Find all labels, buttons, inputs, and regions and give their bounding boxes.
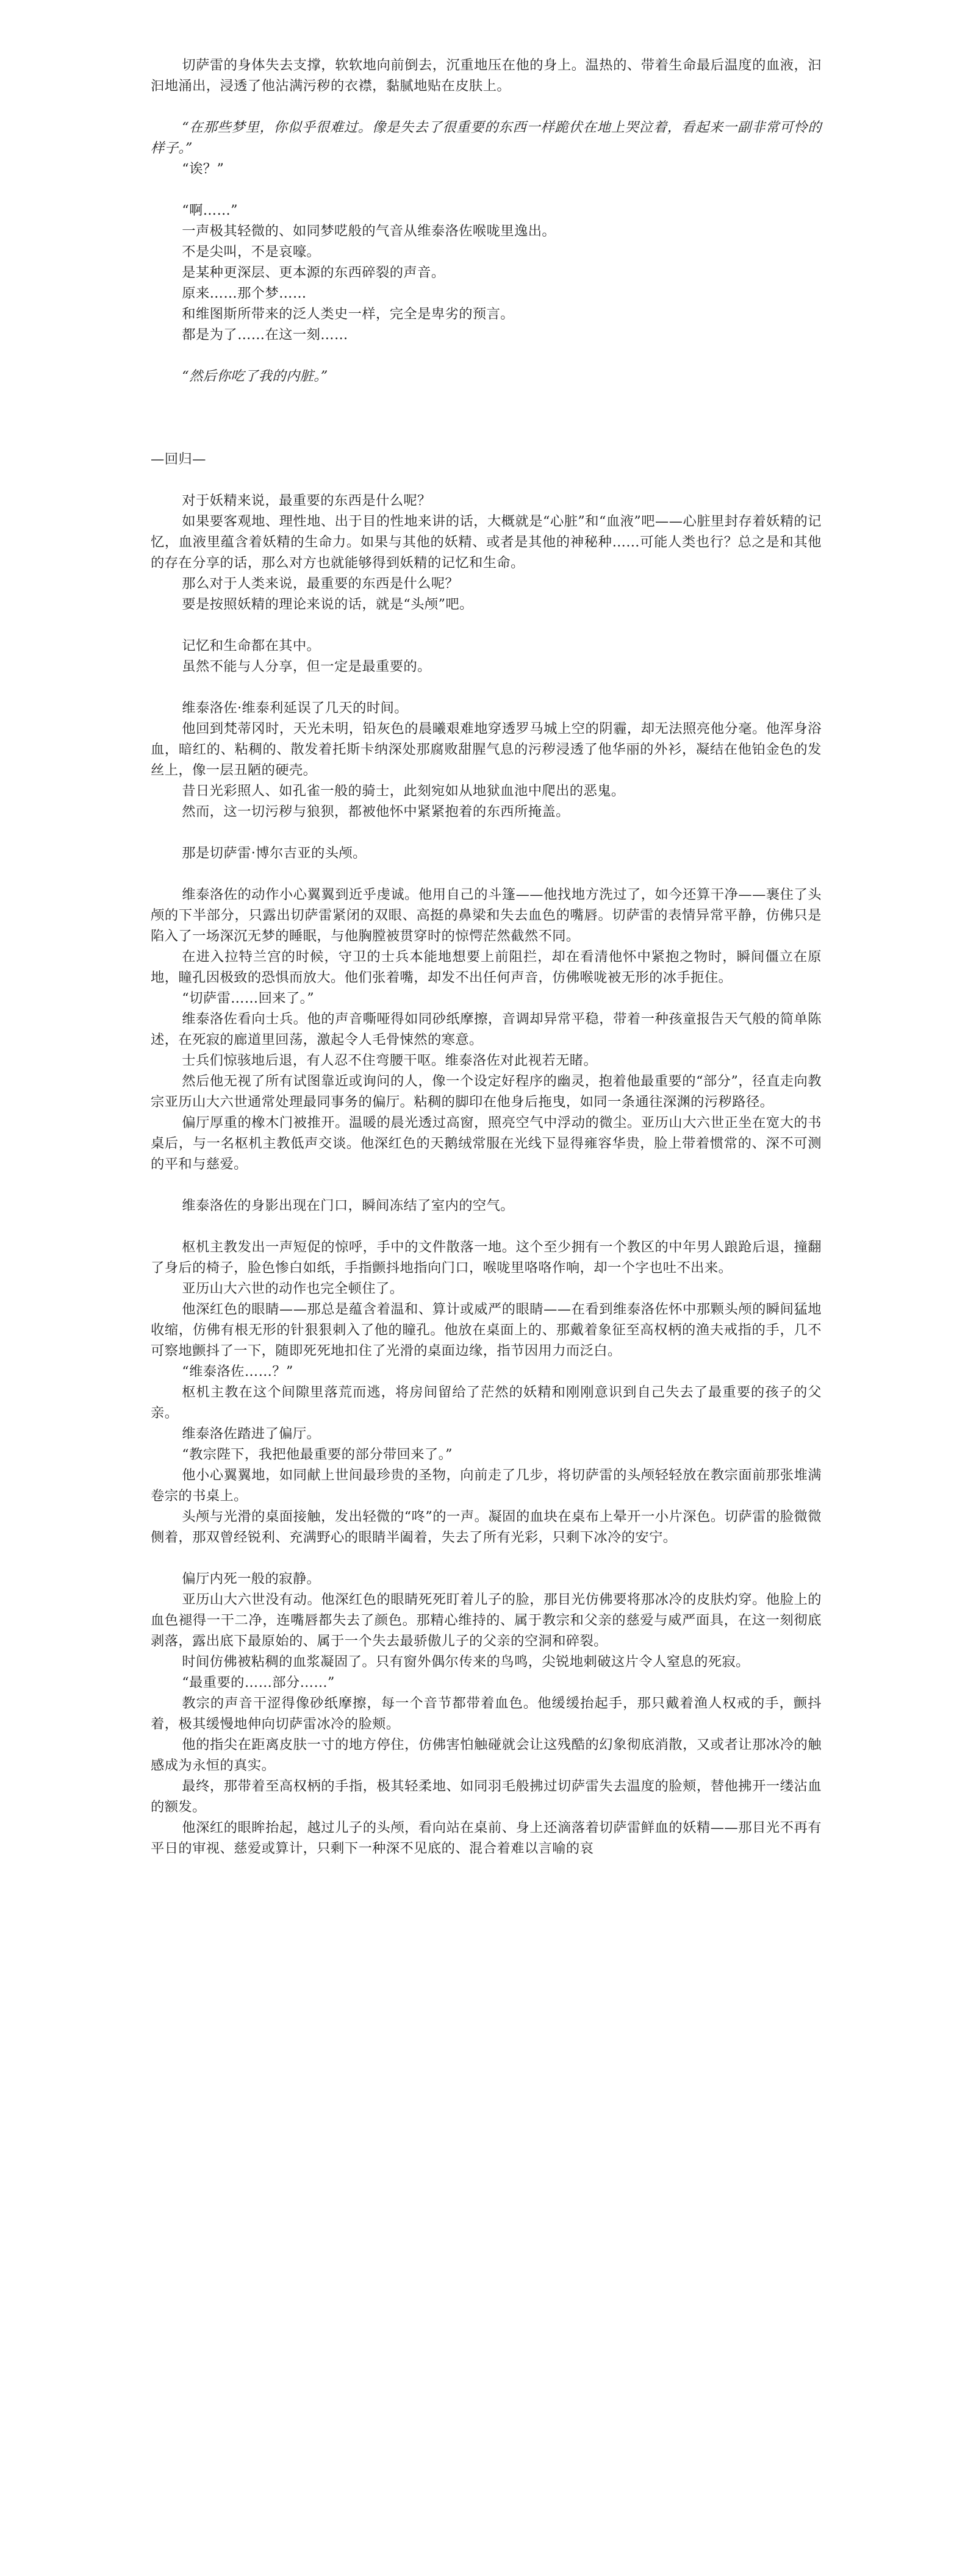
paragraph: “在那些梦里，你似乎很难过。像是失去了很重要的东西一样跪伏在地上哭泣着，看起来一副非常可怜的样子。” [151, 120, 822, 156]
paragraph: 士兵们惊骇地后退，有人忍不住弯腰干呕。维泰洛佐对此视若无睹。 [182, 1053, 598, 1068]
paragraph: 维泰洛佐踏进了偏厅。 [182, 1426, 321, 1442]
paragraph: 然后他无视了所有试图靠近或询问的人，像一个设定好程序的幽灵，抱着他最重要的“部分”，径直走向教宗亚历山大六世通常处理最同事务的偏厅。粘稠的脚印在他身后拖曳，如同一条通往深渊的污秽路径。 [151, 1073, 822, 1110]
blank-line [151, 1548, 822, 1569]
paragraph: 在进入拉特兰宫的时候，守卫的士兵本能地想要上前阻拦，却在看清他怀中紧抱之物时，瞬间僵立在原地，瞳孔因极致的恐惧而放大。他们张着嘴，却发不出任何声音，仿佛喉咙被无形的冰手扼住。 [151, 949, 822, 986]
section-heading: —回归— [151, 451, 206, 467]
blank-line [151, 345, 822, 366]
blank-line [151, 407, 822, 428]
paragraph: 维泰洛佐的身影出现在门口，瞬间冻结了室内的空气。 [182, 1198, 515, 1214]
paragraph: 原来……那个梦…… [182, 285, 307, 301]
paragraph: 是某种更深层、更本源的东西碎裂的声音。 [182, 265, 445, 281]
paragraph: “啊……” [182, 202, 238, 218]
paragraph: 他深红的眼眸抬起，越过儿子的头颅，看向站在桌前、身上还滴落着切萨雷鲜血的妖精——那目光不再有平日的审视、慈爱或算计，只剩下一种深不见底的、混合着难以言喻的哀 [151, 1820, 822, 1856]
paragraph: “教宗陛下，我把他最重要的部分带回来了。” [182, 1447, 453, 1462]
paragraph: 如果要客观地、理性地、出于目的性地来讲的话，大概就是“心脏”和“血液”吧——心脏里封存着妖精的记忆，血液里蕴含着妖精的生命力。如果与其他的妖精、或者是其他的神秘种……可能人类也行？总之是和其他的存在分享的话，那么对方也就能够得到妖精的记忆和生命。 [151, 513, 822, 571]
paragraph: 最终，那带着至高权柄的手指，极其轻柔地、如同羽毛般拂过切萨雷失去温度的脸颊，替他拂开一缕沾血的额发。 [151, 1778, 822, 1815]
paragraph: 亚历山大六世没有动。他深红色的眼睛死死盯着儿子的脸，那目光仿佛要将那冰冷的皮肤灼穿。他脸上的血色褪得一干二净，连嘴唇都失去了颜色。那精心维持的、属于教宗和父亲的慈爱与威严面具，在这一刻彻底剥落，露出底下最原始的、属于一个失去最骄傲儿子的父亲的空洞和碎裂。 [151, 1592, 822, 1649]
paragraph: 昔日光彩照人、如孔雀一般的骑士，此刻宛如从地狱血池中爬出的恶鬼。 [182, 783, 625, 799]
paragraph: 他的指尖在距离皮肤一寸的地方停住，仿佛害怕触碰就会让这残酷的幻象彻底消散，又或者让那冰冷的触感成为永恒的真实。 [151, 1737, 822, 1773]
paragraph: 维泰洛佐·维泰利延误了几天的时间。 [182, 700, 408, 716]
paragraph: 亚历山大六世的动作也完全顿住了。 [182, 1281, 404, 1297]
blank-line [151, 1175, 822, 1195]
document-body [151, 55, 822, 1859]
blank-line [151, 864, 822, 884]
paragraph: 虽然不能与人分享，但一定是最重要的。 [182, 659, 431, 674]
blank-line [151, 1216, 822, 1237]
paragraph: “维泰洛佐……？” [182, 1364, 293, 1379]
paragraph: 教宗的声音干涩得像砂纸摩擦，每一个音节都带着血色。他缓缓抬起手，那只戴着渔人权戒的手，颤抖着，极其缓慢地伸向切萨雷冰冷的脸颊。 [151, 1695, 822, 1732]
paragraph: 偏厅内死一般的寂静。 [182, 1571, 321, 1587]
paragraph: 对于妖精来说，最重要的东西是什么呢？ [182, 493, 431, 509]
paragraph: 不是尖叫，不是哀嚎。 [182, 244, 321, 260]
paragraph: 一声极其轻微的、如同梦呓般的气音从维泰洛佐喉咙里逸出。 [182, 223, 556, 239]
blank-line [151, 470, 822, 490]
blank-line [151, 615, 822, 635]
paragraph: 枢机主教发出一声短促的惊呼，手中的文件散落一地。这个至少拥有一个教区的中年男人踉跄后退，撞翻了身后的椅子，脸色惨白如纸，手指颤抖地指向门口，喉咙里咯咯作响，却一个字也吐不出来。 [151, 1239, 822, 1276]
paragraph: 都是为了……在这一刻…… [182, 327, 348, 343]
paragraph: 时间仿佛被粘稠的血浆凝固了。只有窗外偶尔传来的鸟鸣，尖锐地刺破这片令人窒息的死寂。 [182, 1654, 750, 1670]
paragraph: “最重要的……部分……” [182, 1675, 335, 1690]
paragraph: “然后你吃了我的内脏。” [182, 368, 328, 384]
paragraph: 他小心翼翼地，如同献上世间最珍贵的圣物，向前走了几步，将切萨雷的头颅轻轻放在教宗面前那张堆满卷宗的书桌上。 [151, 1467, 822, 1504]
blank-line [151, 428, 822, 449]
paragraph: 头颅与光滑的桌面接触，发出轻微的“咚”的一声。凝固的血块在桌布上晕开一小片深色。切萨雷的脸微微侧着，那双曾经锐利、充满野心的眼睛半阖着，失去了所有光彩，只剩下冰冷的安宁。 [151, 1509, 822, 1545]
blank-line [151, 677, 822, 698]
paragraph: 那么对于人类来说，最重要的东西是什么呢？ [182, 576, 459, 592]
blank-line [151, 96, 822, 117]
paragraph: 记忆和生命都在其中。 [182, 638, 321, 654]
paragraph: 维泰洛佐的动作小心翼翼到近乎虔诚。他用自己的斗篷——他找地方洗过了，如今还算干净——裹住了头颅的下半部分，只露出切萨雷紧闭的双眼、高挺的鼻梁和失去血色的嘴唇。切萨雷的表情异常平静，仿佛只是陷入了一场深沉无梦的睡眠，与他胸膛被贯穿时的惊愕茫然截然不同。 [151, 887, 822, 944]
paragraph: “诶？” [182, 161, 224, 177]
paragraph: 他回到梵蒂冈时，天光未明，铅灰色的晨曦艰难地穿透罗马城上空的阴霾，却无法照亮他分毫。他浑身浴血，暗红的、粘稠的、散发着托斯卡纳深处那腐败甜腥气息的污秽浸透了他华丽的外衫，凝结在他铂金色的发丝上，像一层丑陋的硬壳。 [151, 721, 822, 778]
blank-line [151, 179, 822, 200]
paragraph: 要是按照妖精的理论来说的话，就是“头颅”吧。 [182, 596, 473, 612]
paragraph: 然而，这一切污秽与狼狈，都被他怀中紧紧抱着的东西所掩盖。 [182, 804, 570, 820]
paragraph: 维泰洛佐看向士兵。他的声音嘶哑得如同砂纸摩擦，音调却异常平稳，带着一种孩童报告天气般的简单陈述，在死寂的廊道里回荡，激起令人毛骨悚然的寒意。 [151, 1011, 822, 1048]
paragraph: 切萨雷的身体失去支撑，软软地向前倒去，沉重地压在他的身上。温热的、带着生命最后温度的血液，汩汩地涌出，浸透了他沾满污秽的衣襟，黏腻地贴在皮肤上。 [151, 57, 822, 94]
paragraph: “切萨雷……回来了。” [182, 990, 315, 1006]
paragraph: 偏厅厚重的橡木门被推开。温暖的晨光透过高窗，照亮空气中浮动的微尘。亚历山大六世正坐在宽大的书桌后，与一名枢机主教低声交谈。他深红色的天鹅绒常服在光线下显得雍容华贵，脸上带着惯常的、深不可测的平和与慈爱。 [151, 1115, 822, 1172]
paragraph: 和维图斯所带来的泛人类史一样，完全是卑劣的预言。 [182, 306, 515, 322]
blank-line [151, 822, 822, 843]
paragraph: 那是切萨雷·博尔吉亚的头颅。 [182, 845, 367, 861]
paragraph: 枢机主教在这个间隙里落荒而逃，将房间留给了茫然的妖精和刚刚意识到自己失去了最重要的孩子的父亲。 [151, 1384, 822, 1421]
blank-line [151, 387, 822, 407]
paragraph: 他深红色的眼睛——那总是蕴含着温和、算计或威严的眼睛——在看到维泰洛佐怀中那颗头颅的瞬间猛地收缩，仿佛有根无形的针狠狠刺入了他的瞳孔。他放在桌面上的、那戴着象征至高权柄的渔夫戒指的手，几不可察地颤抖了一下，随即死死地扣住了光滑的桌面边缘，指节因用力而泛白。 [151, 1301, 822, 1359]
